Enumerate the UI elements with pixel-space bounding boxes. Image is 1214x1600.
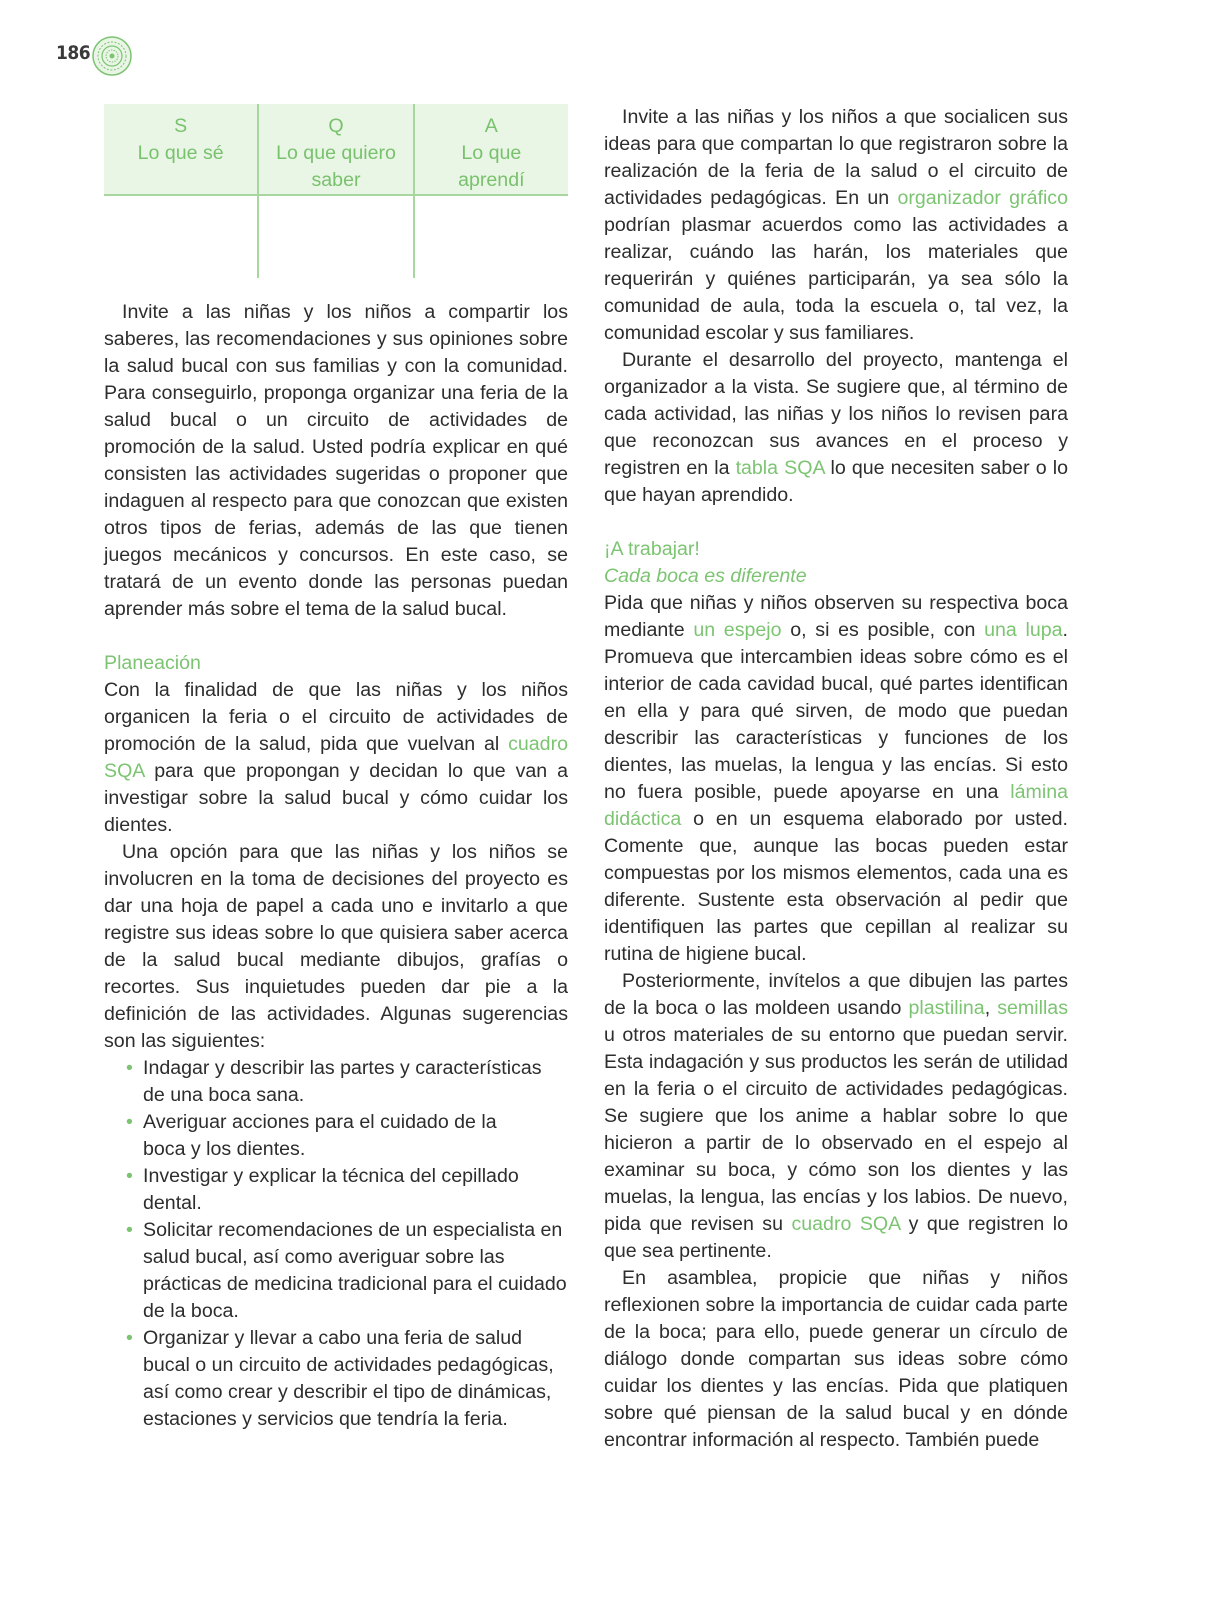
column-label: Lo que aprendí bbox=[458, 142, 525, 191]
column-label: Lo que sé bbox=[137, 142, 224, 164]
sqa-table-header bbox=[104, 104, 568, 196]
subheading-cada-boca: Cada boca es diferente bbox=[604, 565, 807, 587]
section-heading-planeacion: Planeación bbox=[104, 652, 201, 674]
list-item: • Averiguar acciones para el cuidado de la boca y los dientes. bbox=[143, 1109, 568, 1163]
highlight-organizador-grafico: organizador gráfico bbox=[897, 187, 1068, 209]
sqa-table bbox=[104, 104, 568, 278]
sqa-empty-cell bbox=[257, 196, 412, 278]
highlight-semillas: semillas bbox=[997, 997, 1069, 1019]
left-paragraph-3: Una opción para que las niñas y los niños se involucren en la toma de decisiones del proyecto es dar una hoja de papel a cada uno e invitarlo a que registre sus ideas sobre lo que quisiera saber acerca de la salud bucal mediante dibujos, grafías o recortes. Sus inquietudes pueden dar pie a la definición de las actividades. Algunas sugerencias son las siguientes: bbox=[104, 841, 568, 1052]
right-paragraph-4: Posteriormente, invítelos a que dibujen las partes de la boca o las moldeen usando plastilina, semillas u otros materiales de su entorno que puedan servir. Esta indagación y sus productos les serán de utilidad en la feria o el circuito de actividades pedagógicas. Se sugiere que los anime a hablar sobre lo que hicieron a partir de lo observado en el espejo al examinar su boca, y cómo son los dientes y las muelas, la lengua, las encías y los labios. De nuevo, pida que revisen su cuadro SQA y que registren lo que sea pertinente. bbox=[604, 970, 1069, 1262]
column-label: Lo que quiero saber bbox=[276, 142, 396, 191]
highlight-plastilina: plastilina bbox=[908, 997, 985, 1019]
list-item: • Investigar y explicar la técnica del cepillado dental. bbox=[143, 1163, 568, 1217]
highlight-lamina-didactica: lámina didáctica bbox=[604, 781, 1068, 830]
right-paragraph-3: Pida que niñas y niños observen su respectiva boca mediante un espejo o, si es posible, con una lupa. Promueva que intercambien ideas sobre cómo es el interior de cada cavidad bucal, qué partes identifican en ella y para qué sirven, de modo que puedan describir las características y funciones de los dientes, las muelas, la lengua y las encías. Si esto no fuera posible, puede apoyarse en una lámina didáctica o en un esquema elaborado por usted. Comente que, aunque las bocas pueden estar compuestas por los mismos elementos, cada una es diferente. Sustente esta observación al pedir que identifiquen las partes que cepillan al realizar su rutina de higiene bucal. bbox=[604, 592, 1068, 965]
sqa-column-a bbox=[413, 104, 568, 194]
suggestions-list bbox=[104, 1055, 568, 1433]
list-item: • Solicitar recomendaciones de un especialista en salud bucal, así como averiguar sobre las prácticas de medicina tradicional para el cuidado de la boca. bbox=[143, 1217, 568, 1325]
highlight-un-espejo: un espejo bbox=[693, 619, 782, 641]
highlight-una-lupa: una lupa bbox=[984, 619, 1063, 641]
right-paragraph-5: En asamblea, propicie que niñas y niños reflexionen sobre la importancia de cuidar cada parte de la boca; para ello, puede generar un círculo de diálogo donde compartan sus ideas sobre cómo cuidar los dientes y las encías. Pida que platiquen sobre qué piensan de la salud bucal y en dónde encontrar información al respecto. También puede bbox=[604, 1267, 1068, 1451]
sqa-empty-cell bbox=[104, 196, 257, 278]
right-column bbox=[604, 104, 1068, 1454]
sqa-empty-cell bbox=[413, 196, 568, 278]
highlight-cuadro-sqa-2: cuadro SQA bbox=[791, 1213, 901, 1235]
section-heading-a-trabajar: ¡A trabajar! bbox=[604, 538, 700, 560]
sqa-table-body bbox=[104, 196, 568, 278]
list-item: • Organizar y llevar a cabo una feria de salud bucal o un circuito de actividades pedagógicas, así como crear y describir el tipo de dinámicas, estaciones y servicios que tendría la feria. bbox=[143, 1325, 568, 1433]
highlight-tabla-sqa: tabla SQA bbox=[735, 457, 825, 479]
column-letter: S bbox=[174, 115, 188, 137]
column-letter: Q bbox=[328, 115, 344, 137]
highlight-cuadro-sqa: cuadro SQA bbox=[104, 733, 568, 782]
left-column bbox=[104, 299, 568, 1433]
sqa-column-q bbox=[257, 104, 412, 194]
left-paragraph-2: Con la finalidad de que las niñas y los niños organicen la feria o el circuito de actividades de promoción de la salud, pida que vuelvan al cuadro SQA para que propongan y decidan lo que van a investigar sobre la salud bucal y cómo cuidar los dientes. bbox=[104, 679, 568, 836]
left-paragraph-1: Invite a las niñas y los niños a compartir los saberes, las recomendaciones y sus opiniones sobre la salud bucal con sus familias y con la comunidad. Para conseguirlo, proponga organizar una feria de la salud bucal o un circuito de actividades de promoción de la salud. Usted podría explicar en qué consisten las actividades sugeridas o proponer que indaguen al respecto para que conozcan que existen otros tipos de ferias, además de las que tienen juegos mecánicos y concursos. En este caso, se tratará de un evento donde las personas puedan aprender más sobre el tema de la salud bucal. bbox=[104, 301, 568, 620]
right-paragraph-1: Invite a las niñas y los niños a que socialicen sus ideas para que compartan lo que registraron sobre la realización de la feria de la salud o el circuito de actividades pedagógicas. En un organizador gráfico podrían plasmar acuerdos como las actividades a realizar, cuándo las harán, los materiales que requerirán y quiénes participarán, ya sea sólo la comunidad de aula, toda la escuela o, tal vez, la comunidad escolar y sus familiares. bbox=[604, 106, 1068, 344]
column-letter: A bbox=[484, 115, 498, 137]
page-number: 186 bbox=[56, 42, 91, 64]
sqa-column-s bbox=[104, 104, 257, 194]
right-paragraph-2: Durante el desarrollo del proyecto, mantenga el organizador a la vista. Se sugiere que, al término de cada actividad, las niñas y los niños lo revisen para que reconozcan sus avances en el proceso y registren en la tabla SQA lo que necesiten saber o lo que hayan aprendido. bbox=[604, 349, 1068, 506]
list-item: • Indagar y describir las partes y características de una boca sana. bbox=[143, 1055, 568, 1109]
circular-seal-icon bbox=[92, 36, 132, 76]
